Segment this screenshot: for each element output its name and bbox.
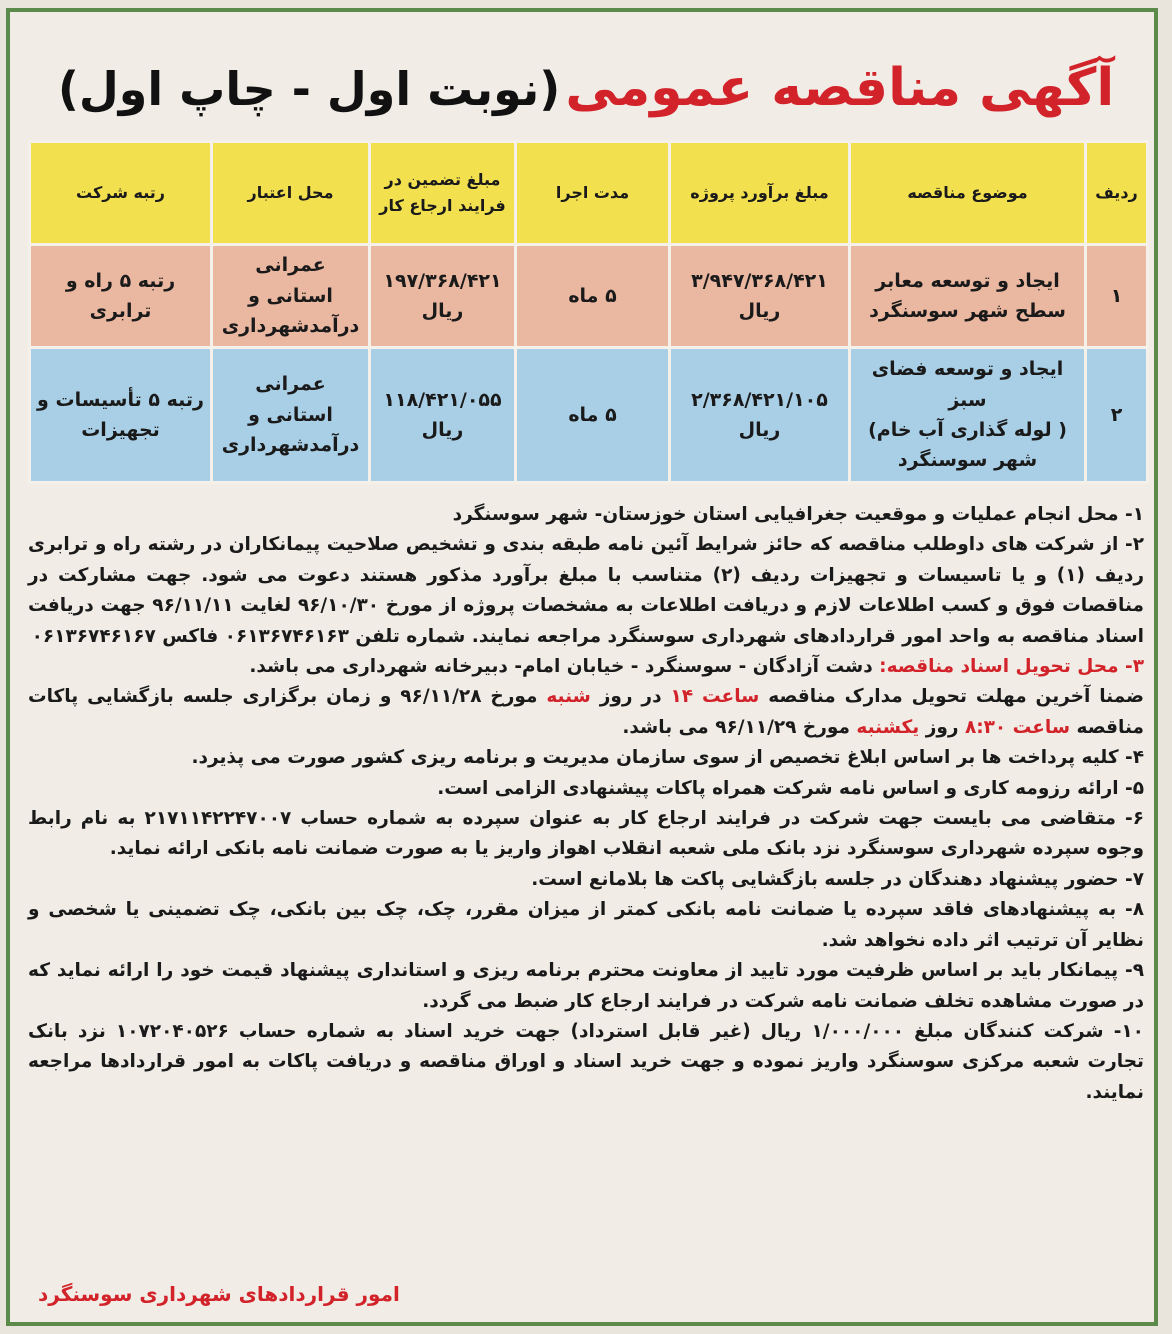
guarantee-unit: ریال (421, 300, 464, 322)
opening-time: ساعت ۸:۳۰ (964, 716, 1071, 738)
estimate-unit: ریال (738, 419, 781, 441)
header-estimate: مبلغ برآورد پروژه (670, 142, 850, 245)
table-row (30, 348, 1148, 483)
tender-table (28, 140, 1149, 484)
title-main: آگهی مناقصه عمومی (565, 58, 1115, 118)
estimate-amount: ۲/۳۶۸/۴۲۱/۱۰۵ (691, 388, 828, 411)
guarantee-amount (370, 348, 516, 483)
clause-2: ۲- از شرکت های داوطلب مناقصه که حائز شرایط آئین نامه طبقه بندی و تشخیص صلاحیت پیمانکاران در رشته راه و ترابری ردیف (۱) و یا تاسیسات و تجهیزات ردیف (۲) متناسب با مبلغ برآورد مذکور هستند دعوت می شود. جهت مشارکت در مناقصات فوق و کسب اطلاعات لازم و دریافت اطلاعات به مشخصات پروژه از مورخ ۹۶/۱۰/۳۰ لغایت ۹۶/۱۱/۱۱ جهت دریافت اسناد مناقصه به واحد امور قراردادهای شهرداری سوسنگرد مراجعه نمایند. شماره تلفن ۰۶۱۳۶۷۴۶۱۶۳ فاکس ۰۶۱۳۶۷۴۶۱۶۷ (28, 534, 1144, 647)
row-number: ۱ (1086, 245, 1148, 348)
company-rank (30, 245, 212, 348)
header-row-no: ردیف (1086, 142, 1148, 245)
credit-source (212, 245, 370, 348)
rank-line: رتبه ۵ تأسیسات و (37, 388, 204, 411)
notice-title (0, 58, 1172, 128)
table-row (30, 245, 1148, 348)
deadline-text: مورخ ۹۶/۱۱/۲۸ و زمان برگزاری جلسه بازگشایی پاکات مناقصه (28, 686, 1144, 738)
clause-3 (28, 652, 1144, 682)
estimate-unit: ریال (738, 300, 781, 322)
guarantee-amount (370, 245, 516, 348)
clause-10: ۱۰- شرکت کنندگان مبلغ ۱/۰۰۰/۰۰۰ ریال (غیر قابل استرداد) جهت خرید اسناد به شماره حساب ۱۰۷۲۰۴۰۵۲۶ نزد بانک تجارت شعبه مرکزی سوسنگرد واریز نموده و جهت خرید اسناد و اوراق مناقصه و دریافت پاکات به امور قراردادها مراجعه نمایند. (28, 1020, 1144, 1103)
clause-4: ۴- کلیه پرداخت ها بر اساس ابلاغ تخصیص از سوی سازمان مدیریت و برنامه ریزی کشور صورت می پذیرد. (191, 747, 1144, 769)
credit-line: درآمدشهرداری (221, 315, 360, 338)
subject-line: ایجاد و توسعه معابر (875, 269, 1060, 292)
guarantee-value: ۱۱۸/۴۲۱/۰۵۵ (383, 388, 502, 411)
credit-line: عمرانی استانی و (248, 373, 333, 426)
deadline-text: در روز (590, 686, 671, 708)
clause-8: ۸- به پیشنهادهای فاقد سپرده یا ضمانت نامه بانکی کمتر از میزان مقرر، چک، چک بین بانکی، چک تضمینی یا شخصی و نظایر آن ترتیب اثر داده نخواهد شد. (28, 899, 1144, 951)
clause-9: ۹- پیمانکار باید بر اساس ظرفیت مورد تایید از معاونت محترم برنامه ریزی و استانداری پیشنهاد قیمت خود را ارائه نماید که در صورت مشاهده تخلف ضمانت نامه شرکت در فرایند ارجاع کار ضبط می گردد. (28, 960, 1144, 1012)
project-estimate (670, 245, 850, 348)
signature: امور قراردادهای شهرداری سوسنگرد (38, 1282, 400, 1306)
clause-3-label: ۳- محل تحویل اسناد مناقصه: (879, 656, 1144, 678)
project-estimate (670, 348, 850, 483)
deadline-text: ضمنا آخرین مهلت تحویل مدارک مناقصه (759, 686, 1144, 708)
execution-duration: ۵ ماه (516, 348, 670, 483)
rank-line: رتبه ۵ راه و ترابری (65, 269, 176, 322)
guarantee-unit: ریال (421, 419, 464, 441)
clause-7: ۷- حضور پیشنهاد دهندگان در جلسه بازگشایی پاکت ها بلامانع است. (531, 868, 1144, 890)
deadline-time: ساعت ۱۴ (670, 686, 760, 708)
company-rank (30, 348, 212, 483)
clause-3-deadline (28, 682, 1144, 743)
credit-source (212, 348, 370, 483)
deadline-text: روز (919, 716, 965, 738)
header-duration: مدت اجرا (516, 142, 670, 245)
credit-line: عمرانی استانی و (248, 254, 333, 307)
subject-line: ایجاد و توسعه فضای سبز (871, 358, 1064, 411)
estimate-amount: ۳/۹۴۷/۳۶۸/۴۲۱ (691, 269, 828, 292)
header-credit-source: محل اعتبار (212, 142, 370, 245)
subject-line: سطح شهر سوسنگرد (869, 300, 1066, 322)
title-sub: (نوبت اول - چاپ اول) (57, 62, 561, 116)
subject-line: شهر سوسنگرد (897, 449, 1038, 472)
notice-clauses (28, 500, 1144, 1108)
header-guarantee: مبلغ تضمین در فرایند ارجاع کار (370, 142, 516, 245)
row-number: ۲ (1086, 348, 1148, 483)
table-header-row (30, 142, 1148, 245)
opening-day: یکشنبه (856, 716, 920, 738)
execution-duration: ۵ ماه (516, 245, 670, 348)
credit-line: درآمدشهرداری (221, 434, 360, 457)
deadline-text: مورخ ۹۶/۱۱/۲۹ می باشد. (622, 716, 857, 738)
deadline-day: شنبه (546, 686, 591, 708)
tender-subject (850, 348, 1086, 483)
subject-line: ( لوله گذاری آب خام) (868, 419, 1067, 441)
clause-1: ۱- محل انجام عملیات و موقعیت جغرافیایی استان خوزستان- شهر سوسنگرد (452, 504, 1144, 525)
guarantee-value: ۱۹۷/۳۶۸/۴۲۱ (383, 269, 502, 292)
clause-6: ۶- متقاضی می بایست جهت شرکت در فرایند ارجاع کار به عنوان سپرده به شماره حساب ۲۱۷۱۱۴۲۲۴۷۰۰۷ به نام رابط وجوه سپرده شهرداری سوسنگرد نزد بانک ملی شعبه انقلاب اهواز واریز یا به صورت ضمانت نامه بانکی ارائه نماید. (28, 808, 1145, 860)
tender-subject (850, 245, 1086, 348)
header-company-rank: رتبه شرکت (30, 142, 212, 245)
rank-line: تجهیزات (81, 419, 160, 441)
header-subject: موضوع مناقصه (850, 142, 1086, 245)
clause-5: ۵- ارائه رزومه کاری و اساس نامه شرکت همراه پاکات پیشنهادی الزامی است. (437, 777, 1144, 799)
clause-3-text: دشت آزادگان - سوسنگرد - خیابان امام- دبیرخانه شهرداری می باشد. (249, 656, 880, 678)
